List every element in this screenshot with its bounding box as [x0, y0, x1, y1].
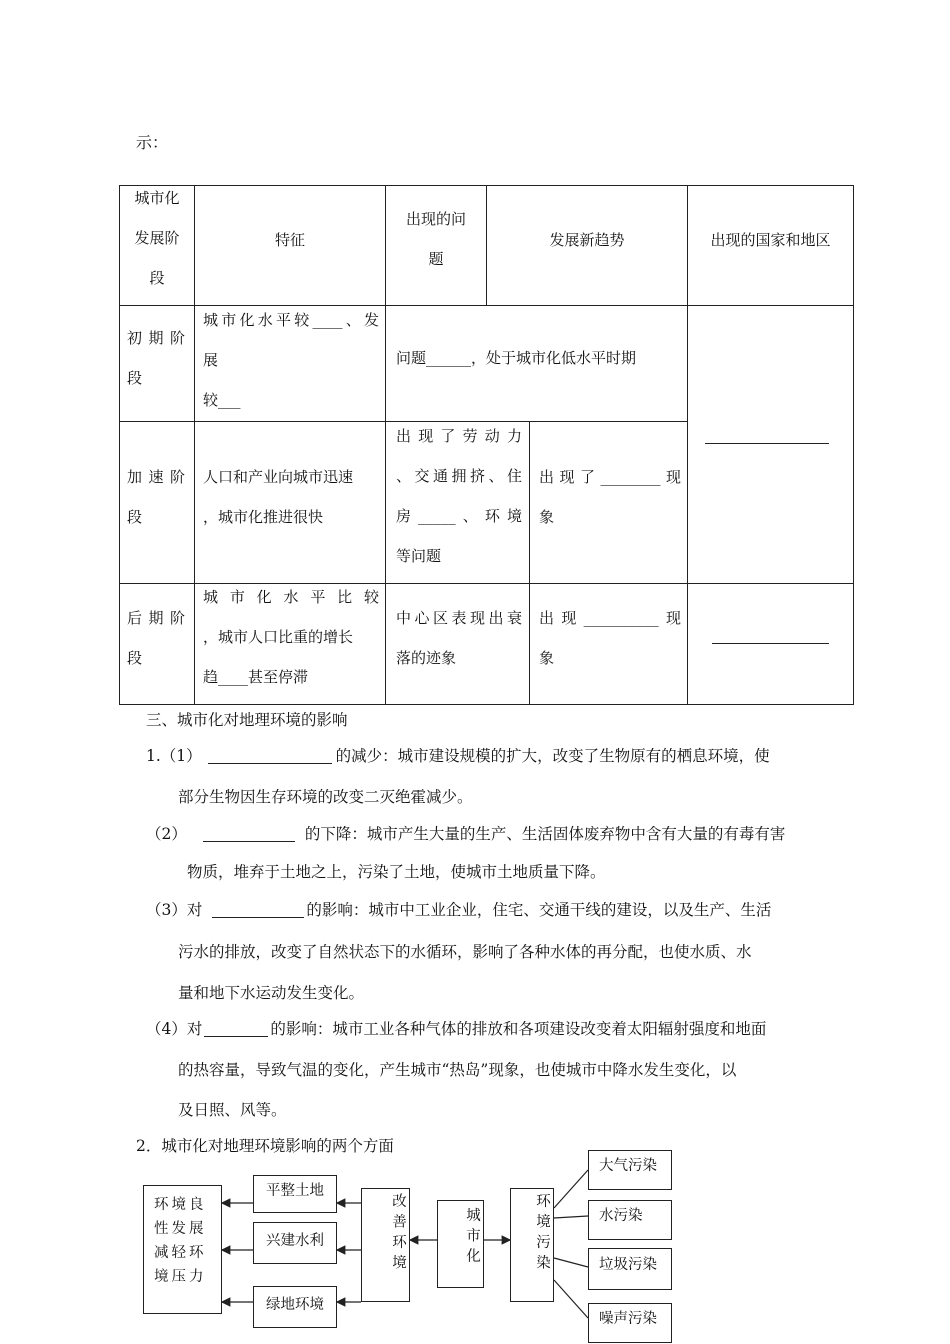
urbanization-box: 城市化	[437, 1200, 484, 1288]
section3-heading: 三、城市化对地理环境的影响	[146, 711, 348, 729]
air-pollution-box: 大气污染	[588, 1150, 672, 1190]
water-conservancy-box: 兴建水利	[253, 1222, 337, 1264]
row3-regions-blank	[712, 643, 829, 644]
water-pollution-box: 水污染	[588, 1200, 672, 1240]
row1-stage: 初期阶 段	[127, 329, 185, 387]
item1-p1-line1: 1.（1） 的减少：城市建设规模的扩大，改变了生物原有的栖息环境，使	[146, 747, 770, 765]
item1-p3-line1: （3）对 的影响：城市中工业企业，住宅、交通干线的建设，以及生产、生活	[146, 901, 772, 919]
item1-p2-line1: （2） 的下降：城市产生大量的生产、生活固体废弃物中含有大量的有毒有害	[146, 825, 786, 843]
row3-problems: 中心区表现出衰 落的迹象	[396, 609, 522, 667]
noise-pollution-box: 噪声污染	[588, 1303, 672, 1343]
level-land-box: 平整土地	[253, 1175, 337, 1213]
header-stage: 城市化 发展阶 段	[134, 189, 180, 287]
row2-features: 人口和产业向城市迅速 ，城市化推进很快	[203, 468, 354, 526]
intro-text: 示：	[136, 133, 169, 152]
row2-trends: 出现了________现 象	[539, 468, 681, 526]
row3-trends: 出现__________现 象	[539, 609, 681, 667]
header-trends: 发展新趋势	[549, 231, 625, 249]
item1-p4-line3: 及日照、风等。	[178, 1101, 287, 1119]
item1-p3-line3: 量和地下水运动发生变化。	[178, 984, 365, 1002]
row1-2-regions-blank	[705, 443, 829, 444]
goal-box: 环境良 性发展 减轻环 境压力	[143, 1185, 222, 1314]
header-regions: 出现的国家和地区	[710, 231, 831, 249]
item2-heading: 2．城市化对地理环境影响的两个方面	[136, 1137, 394, 1155]
garbage-pollution-box: 垃圾污染	[588, 1248, 672, 1290]
row1-problems-trends: 问题______，处于城市化低水平时期	[396, 349, 637, 367]
row2-stage: 加速阶 段	[127, 468, 185, 526]
item1-p4-line1: （4）对 的影响：城市工业各种气体的排放和各项建设改变着太阳辐射强度和地面	[146, 1020, 767, 1038]
header-problems: 出现的问 题	[405, 210, 466, 268]
header-features: 特征	[274, 231, 305, 249]
improve-environment-box: 改善环境	[361, 1188, 410, 1302]
item1-p3-line2: 污水的排放，改变了自然状态下的水循环，影响了各种水体的再分配，也使水质、水	[178, 943, 752, 961]
row1-features: 城市化水平较____、发 展 较___	[203, 311, 379, 409]
row3-features: 城市化水平比较 ，城市人口比重的增长 趋____甚至停滞	[203, 588, 379, 686]
pollution-box: 环境污染	[510, 1188, 554, 1302]
item1-p2-line2: 物质，堆弃于土地之上，污染了土地，使城市土地质量下降。	[187, 863, 606, 881]
row3-stage: 后期阶 段	[127, 609, 185, 667]
item1-p4-line2: 的热容量，导致气温的变化，产生城市“热岛”现象，也使城市中降水发生变化，以	[178, 1061, 737, 1079]
green-space-box: 绿地环境	[253, 1286, 337, 1328]
item1-p1-line2: 部分生物因生存环境的改变二灭绝霍减少。	[178, 788, 473, 806]
row2-problems: 出现了劳动力 、交通拥挤、住 房_____、环境 等问题	[396, 427, 522, 565]
